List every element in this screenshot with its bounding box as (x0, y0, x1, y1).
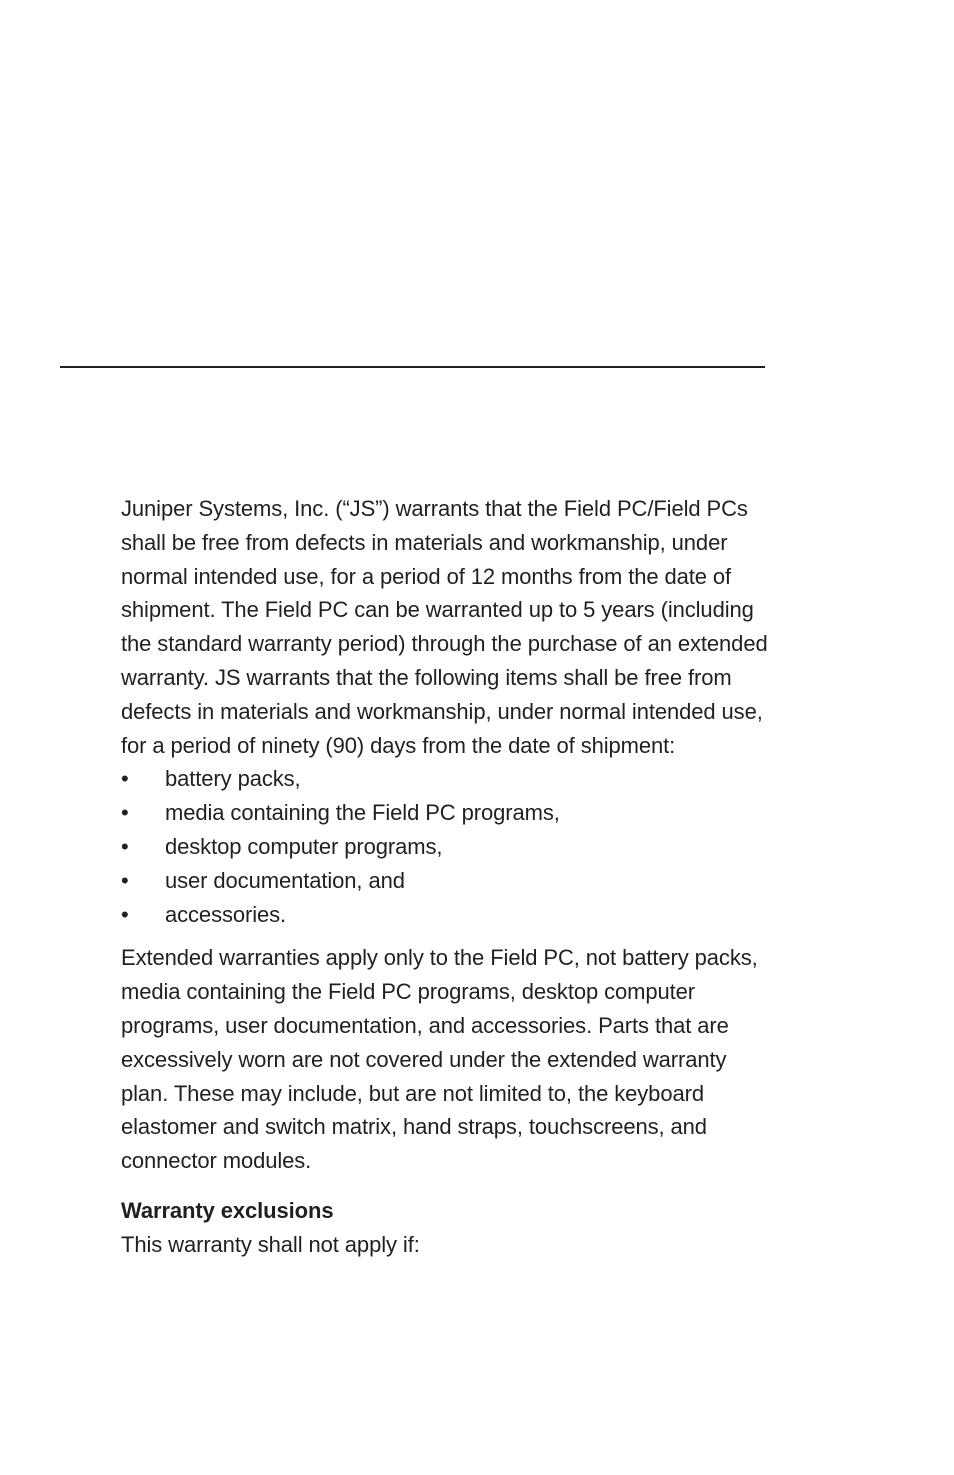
section-heading: Warranty exclusions (121, 1197, 334, 1223)
bullet-icon: • (121, 901, 129, 927)
document-body (121, 492, 771, 1262)
section-text: This warranty shall not apply if: (121, 1231, 420, 1257)
list-item-text: accessories. (165, 901, 287, 927)
warranty-intro-paragraph: Juniper Systems, Inc. (“JS”) warrants that the Field PC/Field PCs shall be free from defects in materials and workmanship, under normal intended use, for a period of 12 months from the date of shipment. The Field PC can be warranted up to 5 years (including the standard warranty period) through the purchase of an extended warranty. JS warrants that the following items shall be free from defects in materials and workmanship, under normal intended use, for a period of ninety (90) days from the date of shipment: (121, 496, 768, 758)
list-item (121, 762, 771, 796)
list-item (121, 830, 771, 864)
list-item-text: battery packs, (165, 766, 301, 792)
list-item-text: user documentation, and (165, 867, 405, 893)
list-item-text: desktop computer programs, (165, 833, 443, 859)
bullet-icon: • (121, 766, 129, 792)
bullet-icon: • (121, 800, 129, 826)
horizontal-rule (60, 366, 765, 368)
list-item (121, 898, 771, 932)
list-item-text: media containing the Field PC programs, (165, 800, 560, 826)
bullet-icon: • (121, 867, 129, 893)
extended-warranty-paragraph: Extended warranties apply only to the Field PC, not battery packs, media containing the Field PC programs, desktop computer programs, user documentation, and accessories. Parts that are excessively worn are not covered under the extended warranty plan. These may include, but are not limited to, the keyboard elastomer and switch matrix, hand straps, touchscreens, and connector modules. (121, 945, 758, 1174)
warranty-items-list (121, 762, 771, 931)
list-item (121, 864, 771, 898)
bullet-icon: • (121, 833, 129, 859)
list-item (121, 796, 771, 830)
